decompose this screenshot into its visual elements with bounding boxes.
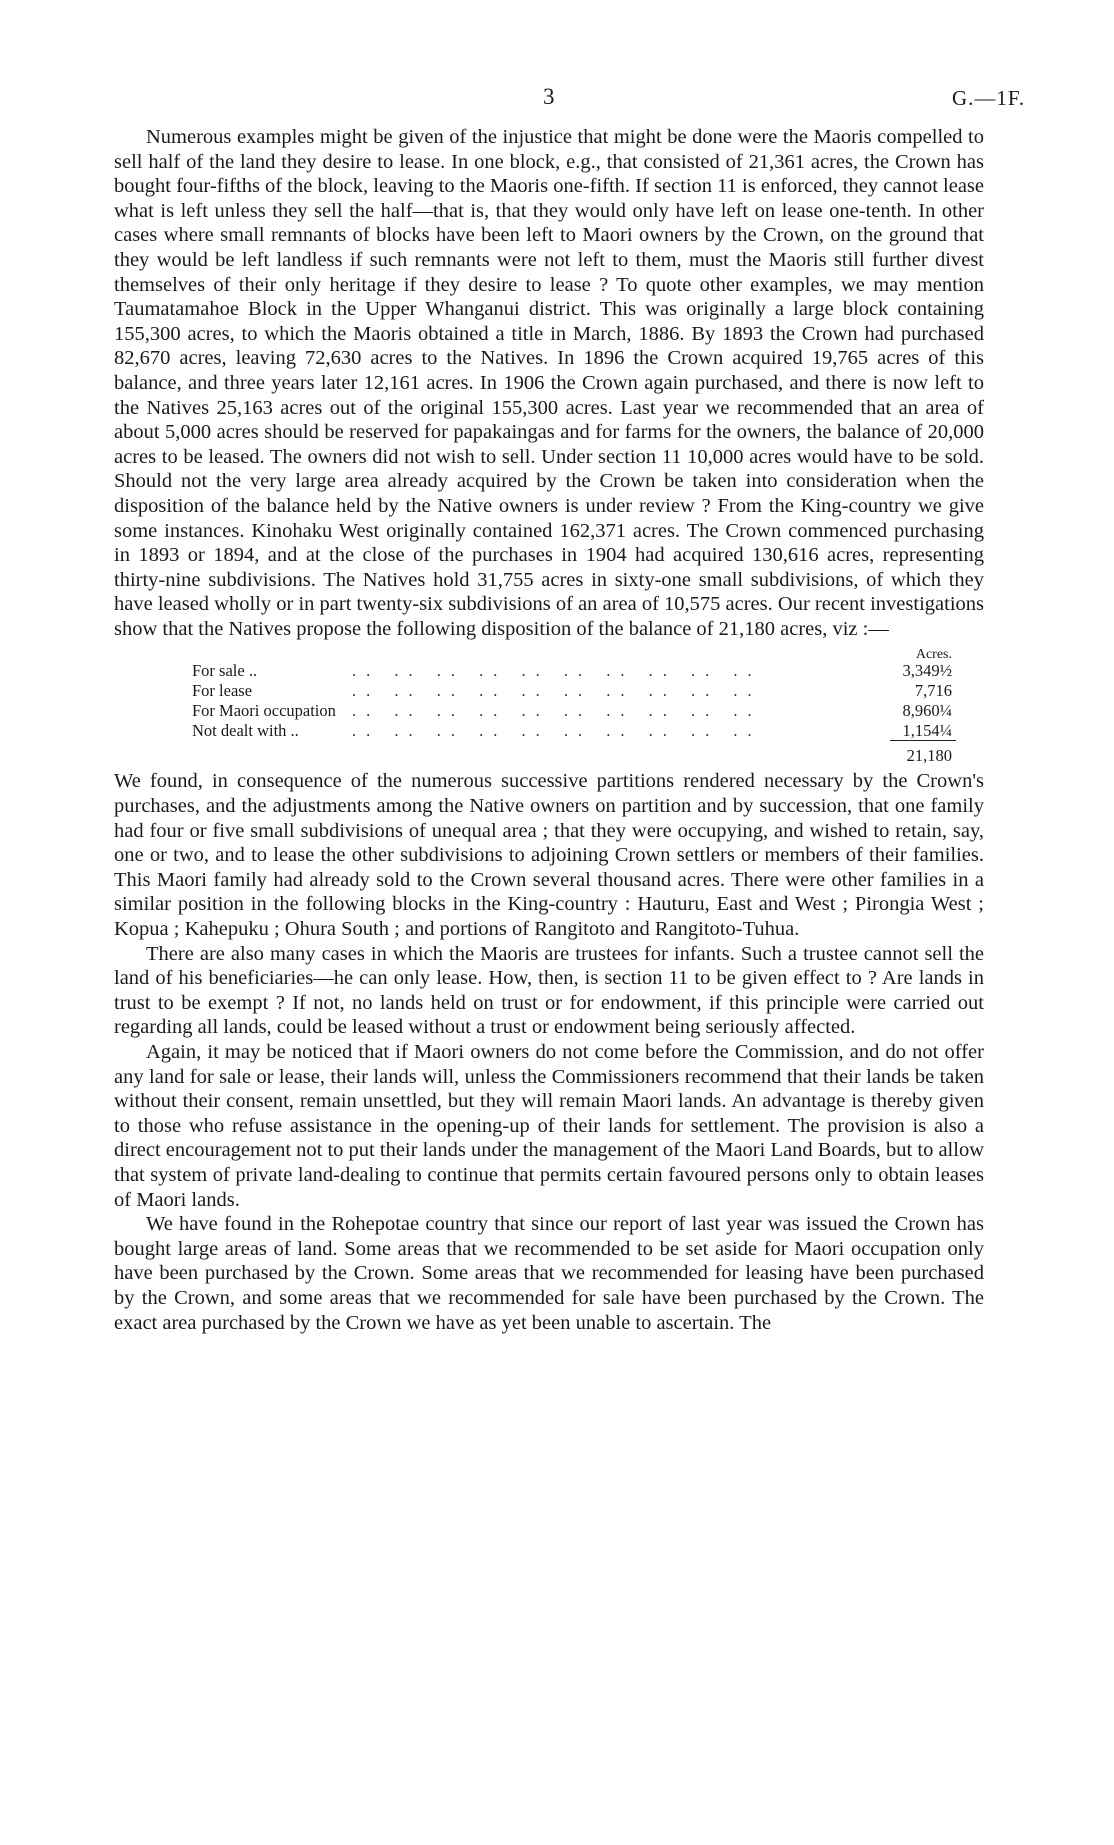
paragraph-partitions: We found, in consequence of the numerous successive partitions rendered necessary by the Crown's purchases, and the adjustments among the Native owners on partition and by succession, that one family had four or five small subdivisions of unequal area ; that they were occupying, and wished to retain, say, one or two, and to lease the other subdivisions to adjoining Crown settlers or members of their families. This Maori family had already sold to the Crown several thousand acres. There were other families in a similar position in the following blocks in the King-country : Hauturu, East and West ; Pirongia West ; Kopua ; Kahepuku ; Ohura South ; and portions of Rangitoto and Rangitoto-Tuhua. — [114, 770, 984, 941]
table-row — [192, 701, 952, 721]
paragraph-land-examples: Numerous examples might be given of the injustice that might be done were the Maoris compelled to sell half of the land they desire to lease. In one block, e.g., that consisted of 21,361 acres, the Crown has bought four-fifths of the block, leaving to the Maoris one-fifth. If section 11 is enforced, they cannot lease what is left unless they sell the half—that is, that they would only have left on lease one-tenth. In other cases where small remnants of blocks have been left to Maori owners by the Crown, on the ground that they would be left landless if such remnants were not left to them, must the Maoris still further divest themselves of their only heritage if they desire to lease ? To quote other examples, we may mention Taumatamahoe Block in the Upper Whanganui district. This was originally a large block containing 155,300 acres, to which the Maoris obtained a title in March, 1886. By 1893 the Crown had purchased 82,670 acres, leaving 72,630 acres to the Natives. In 1896 the Crown acquired 19,765 acres of this balance, and three years later 12,161 acres. In 1906 the Crown again purchased, and there is now left to the Natives 25,163 acres out of the original 155,300 acres. Last year we recommended that an area of about 5,000 acres should be reserved for papakaingas and for farms for the owners, the balance of 20,000 acres to be leased. The owners did not wish to sell. Under section 11 10,000 acres would have to be sold. Should not the very large area already acquired by the Crown be taken into consideration when the disposition of the balance held by the Native owners is under review ? From the King-country we give some instances. Kinohaku West originally contained 162,371 acres. The Crown commenced purchasing in 1893 or 1894, and at the close of the purchases in 1904 had acquired 130,616 acres, representing thirty-nine subdivisions. The Natives hold 31,755 acres in sixty-one small subdivisions, of which they have leased wholly or in part twenty-six subdivisions of an area of 10,575 acres. Our recent investigations show that the Natives propose the following disposition of the balance of 21,180 acres, viz :— — [114, 126, 984, 640]
table-row-value: 7,716 — [914, 681, 952, 701]
document-body — [114, 125, 984, 1335]
table-total: 21,180 — [906, 746, 952, 766]
table-row-leader: .. .. .. .. .. .. .. .. .. .. — [352, 661, 762, 681]
table-row-leader: .. .. .. .. .. .. .. .. .. .. — [352, 701, 762, 721]
table-row-category: Not dealt with .. — [192, 721, 299, 741]
page-number: 3 — [543, 84, 555, 109]
table-row-value: 8,960¼ — [902, 701, 952, 721]
table-row-category: For Maori occupation — [192, 701, 336, 721]
table-row-value: 1,154¼ — [902, 721, 952, 741]
paragraph-rohepotae: We have found in the Rohepotae country that since our report of last year was issued the Crown has bought large areas of land. Some areas that we recommended to be set aside for Maori occupation only have been purchased by the Crown. Some areas that we recommended for leasing have been purchased by the Crown, and some areas that we recommended for sale have been purchased by the Crown. The exact area purchased by the Crown we have as yet been unable to ascertain. The — [114, 1213, 984, 1334]
table-row — [192, 721, 952, 741]
table-units-label: Acres. — [915, 647, 952, 663]
table-row-category: For sale .. — [192, 661, 258, 681]
paragraph-unsettled-lands: Again, it may be noticed that if Maori owners do not come before the Commission, and do not offer any land for sale or lease, their lands will, unless the Commissioners recommend that their lands be taken without their consent, remain unsettled, but they will remain Maori lands. An advantage is thereby given to those who refuse assistance in the opening-up of their lands for settlement. The provision is also a direct encouragement not to put their lands under the management of the Maori Land Boards, but to allow that system of private land-dealing to continue that permits certain favoured persons only to obtain leases of Maori lands. — [114, 1041, 984, 1211]
table-row-leader: .. .. .. .. .. .. .. .. .. .. — [352, 721, 762, 741]
table-row — [192, 681, 952, 701]
table-row-leader: .. .. .. .. .. .. .. .. .. .. — [352, 681, 762, 701]
table-row-category: For lease — [192, 681, 253, 701]
page-header — [0, 84, 1114, 114]
table-row-value: 3,349½ — [902, 661, 952, 681]
paragraph-trustees: There are also many cases in which the Maoris are trustees for infants. Such a trustee cannot sell the land of his beneficiaries—he can only lease. How, then, is section 11 to be given effect to ? Are lands in trust to be exempt ? If not, no lands held on trust or for endowment, if this principle were carried out regarding all lands, could be leased without a trust or endowment being seriously affected. — [114, 942, 984, 1039]
document-reference: G.—1F. — [952, 86, 1026, 110]
total-rule — [890, 740, 956, 741]
disposition-table — [114, 641, 984, 769]
table-row — [192, 661, 952, 681]
